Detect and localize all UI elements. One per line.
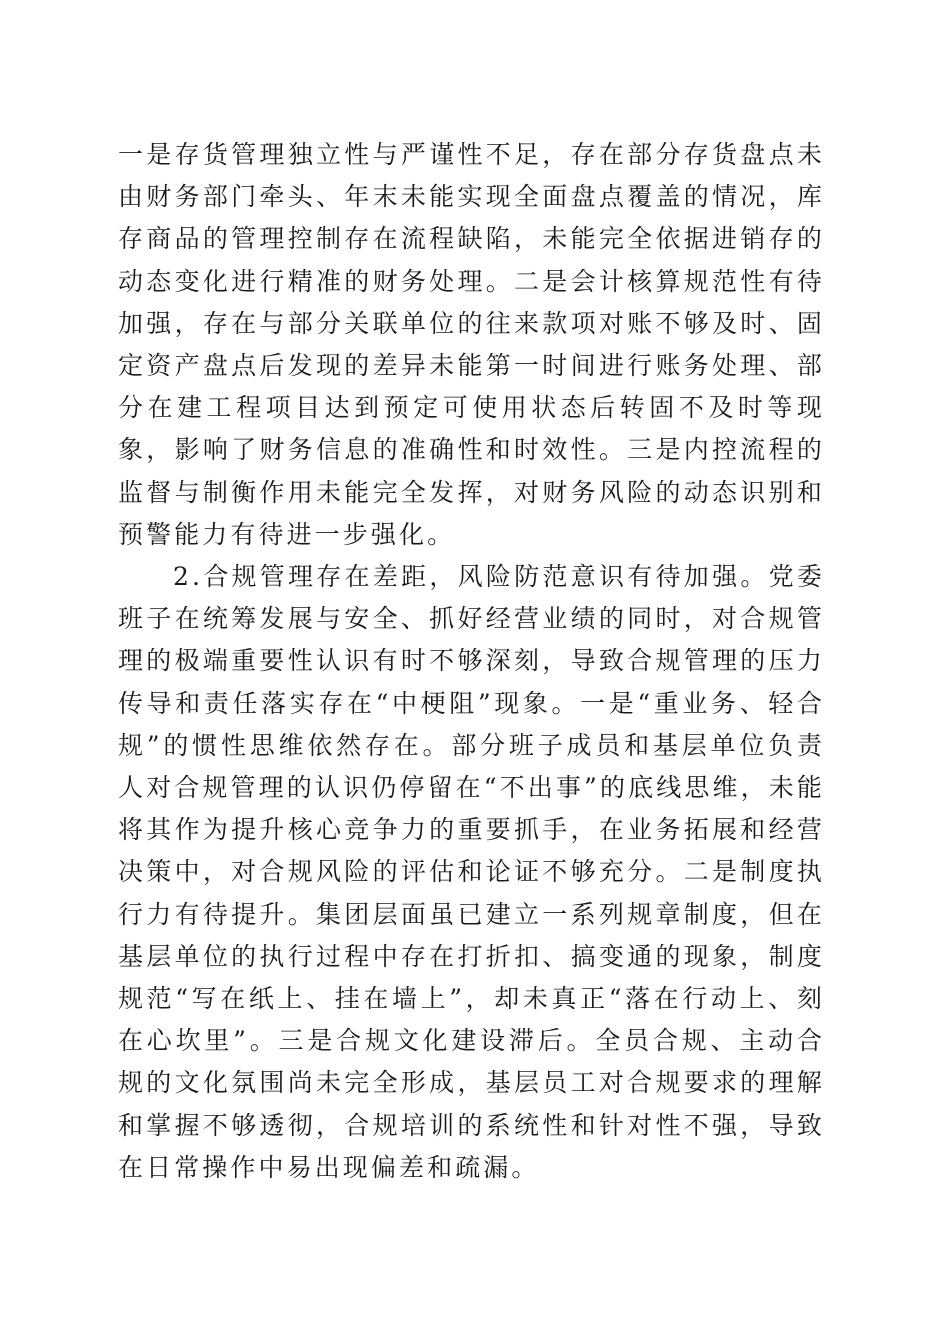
paragraph-compliance-management: 2.合规管理存在差距，风险防范意识有待加强。党委班子在统筹发展与安全、抓好经营业绩的同时，对合规管理的极端重要性认识有时不够深刻，导致合规管理的压力传导和责任落实存在“中梗阻”现象。一是“重业务、轻合规”的惯性思维依然存在。部分班子成员和基层单位负责人对合规管理的认识仍停留在“不出事”的底线思维，未能将其作为提升核心竞争力的重要抓手，在业务拓展和经营决策中，对合规风险的评估和论证不够充分。二是制度执行力有待提升。集团层面虽已建立一系列规章制度，但在基层单位的执行过程中存在打折扣、搞变通的现象，制度规范“写在纸上、挂在墙上”，却未真正“落在行动上、刻在心坎里”。三是合规文化建设滞后。全员合规、主动合规的文化氛围尚未完全形成，基层员工对合规要求的理解和掌握不够透彻，合规培训的系统性和针对性不强，导致在日常操作中易出现偏差和疏漏。: [118, 562, 825, 1182]
paragraph-inventory-accounting: 一是存货管理独立性与严谨性不足，存在部分存货盘点未由财务部门牵头、年末未能实现全面盘点覆盖的情况，库存商品的管理控制存在流程缺陷，未能完全依据进销存的动态变化进行精准的财务处理。二是会计核算规范性有待加强，存在与部分关联单位的往来款项对账不够及时、固定资产盘点后发现的差异未能第一时间进行账务处理、部分在建工程项目达到预定可使用状态后转固不及时等现象，影响了财务信息的准确性和时效性。三是内控流程的监督与制衡作用未能完全发挥，对财务风险的动态识别和预警能力有待进一步强化。: [118, 140, 825, 549]
document-body: [118, 134, 825, 1189]
